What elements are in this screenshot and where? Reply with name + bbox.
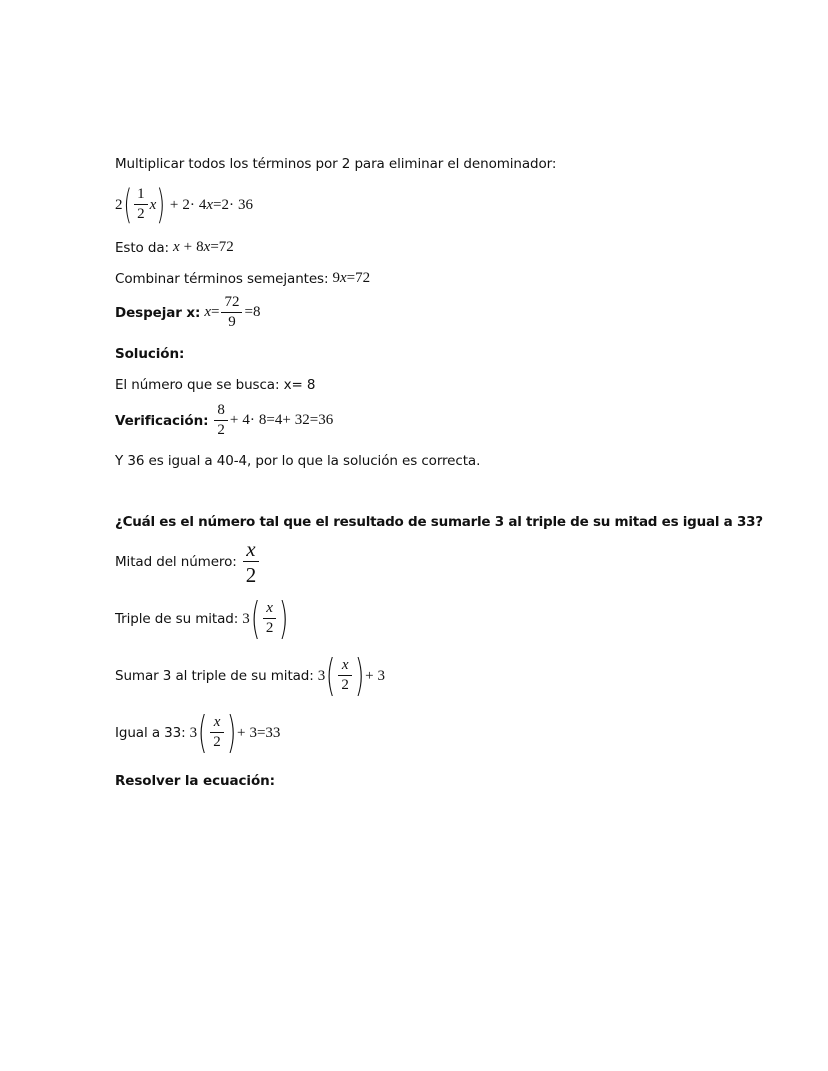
numero-busca-text: El número que se busca: x= 8 [115, 377, 316, 393]
fraction-numerator: 8 [217, 402, 225, 418]
math-rhs: 72 [355, 270, 371, 286]
triple-equation [242, 593, 289, 644]
verificacion-equation [212, 403, 333, 439]
fraction-denominator: 9 [228, 313, 236, 330]
math-plus: + [229, 412, 239, 429]
esto-da-line [115, 239, 234, 256]
math-coef: 9 [332, 270, 340, 286]
combinar-equation [332, 270, 370, 287]
fraction-numerator: 72 [224, 294, 240, 310]
solucion-label: Solución: [115, 346, 185, 362]
eq-rhs-two: 2 [221, 196, 229, 213]
math-coef: 3 [242, 610, 250, 627]
eq-rhs-36: 36 [238, 196, 253, 213]
fraction-numerator: 1 [137, 186, 145, 203]
igual-line [115, 707, 281, 758]
math-plus: + [282, 412, 291, 429]
left-paren: ( [326, 650, 336, 701]
math-plus: + [183, 239, 193, 255]
eq-lead-coef: 2 [115, 196, 123, 213]
sumar-label: Sumar 3 al triple de su mitad: [115, 668, 314, 684]
math-result: 36 [318, 412, 334, 429]
resolver-label: Resolver la ecuación: [115, 773, 275, 789]
math-four: 4 [274, 412, 283, 429]
combinar-line [115, 270, 370, 287]
math-x: x [173, 239, 180, 255]
mitad-label: Mitad del número: [115, 554, 237, 571]
math-dot: · [249, 412, 255, 429]
question-text: ¿Cuál es el número tal que el resultado de sumarle 3 al triple de su mitad es igual a 33? [115, 514, 763, 530]
multiply-equation [115, 182, 253, 228]
fraction-one-half [134, 187, 148, 223]
math-equals: = [346, 270, 356, 286]
despejar-label: Despejar x: [115, 304, 201, 321]
math-rhs: 33 [265, 724, 281, 741]
math-equals: = [256, 724, 266, 741]
sumar-line [115, 650, 386, 701]
fraction-denominator: 2 [245, 563, 257, 588]
numero-busca-line [115, 377, 315, 393]
fraction-x-over-2 [210, 715, 224, 751]
multiply-instruction-line [115, 156, 556, 172]
math-x: x [341, 657, 349, 674]
math-equals: = [309, 412, 319, 429]
triple-line [115, 593, 290, 644]
igual-equation [189, 707, 281, 758]
eq-var: x [149, 196, 157, 213]
esto-da-label: Esto da: [115, 239, 169, 256]
math-coef: 3 [189, 724, 198, 741]
fraction-numerator [211, 715, 224, 732]
right-paren: ) [279, 593, 289, 644]
math-x: x [204, 304, 211, 321]
conclusion-text: Y 36 es igual a 40-4, por lo que la solución es correcta. [115, 453, 481, 469]
math-coef: 3 [317, 667, 326, 684]
multiply-equation-math [115, 182, 253, 228]
fraction-denominator: 2 [341, 677, 349, 693]
esto-da-equation [173, 239, 234, 256]
solucion-line [115, 346, 184, 362]
triple-label: Triple de su mitad: [115, 611, 239, 627]
sumar-equation [317, 650, 386, 701]
eq-rhs-dot: · [229, 196, 234, 213]
fraction-numerator [263, 601, 276, 618]
fraction-x-over-2 [338, 658, 352, 694]
eq-dot: · [189, 196, 195, 213]
eq-four: 4 [198, 196, 207, 213]
left-paren: ( [197, 707, 208, 758]
math-plus: + [236, 724, 246, 741]
math-three: 3 [249, 724, 257, 741]
eq-plus: + [169, 196, 179, 213]
mitad-equation [241, 538, 262, 586]
math-coef: 8 [196, 239, 204, 255]
right-paren: ) [156, 182, 166, 228]
conclusion-line [115, 453, 480, 469]
right-paren: ) [354, 650, 365, 701]
math-x: x [213, 714, 221, 731]
math-four: 4 [242, 412, 250, 429]
eq-equals: = [213, 196, 222, 213]
fraction-numerator [339, 658, 352, 675]
eq-x: x [206, 196, 214, 213]
fraction-numerator [243, 538, 258, 561]
fraction-8-over-2 [214, 403, 228, 439]
left-paren: ( [250, 593, 261, 644]
question-line [115, 514, 763, 530]
fraction-x-over-2 [243, 538, 260, 586]
fraction-denominator: 2 [265, 620, 274, 636]
fraction-x-over-2 [263, 601, 277, 637]
right-paren: ) [226, 707, 237, 758]
left-paren: ( [123, 182, 132, 228]
fraction-72-over-9 [221, 295, 242, 331]
math-equals: = [244, 304, 253, 321]
fraction-denominator: 2 [217, 421, 225, 438]
eq-two: 2 [182, 196, 190, 213]
math-x: x [203, 239, 211, 255]
mitad-line [115, 538, 261, 586]
math-three: 3 [377, 667, 386, 684]
verificacion-line [115, 403, 333, 439]
verificacion-label: Verificación: [115, 412, 209, 429]
fraction-denominator: 2 [137, 206, 145, 222]
resolver-line [115, 773, 275, 789]
fraction-denominator: 2 [213, 734, 221, 750]
multiply-instruction-text: Multiplicar todos los términos por 2 para eliminar el denominador: [115, 156, 557, 172]
math-x: x [339, 270, 347, 286]
math-thirtytwo: 32 [294, 412, 310, 429]
combinar-label: Combinar términos semejantes: [115, 270, 329, 287]
math-plus: + [365, 667, 374, 684]
math-rhs: 72 [218, 239, 234, 255]
math-result: 8 [252, 304, 261, 321]
math-x: x [246, 537, 256, 561]
math-x: x [266, 600, 273, 617]
despejar-equation [204, 295, 260, 331]
math-equals: = [210, 239, 219, 255]
math-equals: = [266, 412, 275, 429]
math-equals: = [211, 304, 220, 321]
math-eight: 8 [258, 412, 267, 429]
igual-label: Igual a 33: [115, 725, 186, 741]
despejar-line [115, 295, 260, 331]
